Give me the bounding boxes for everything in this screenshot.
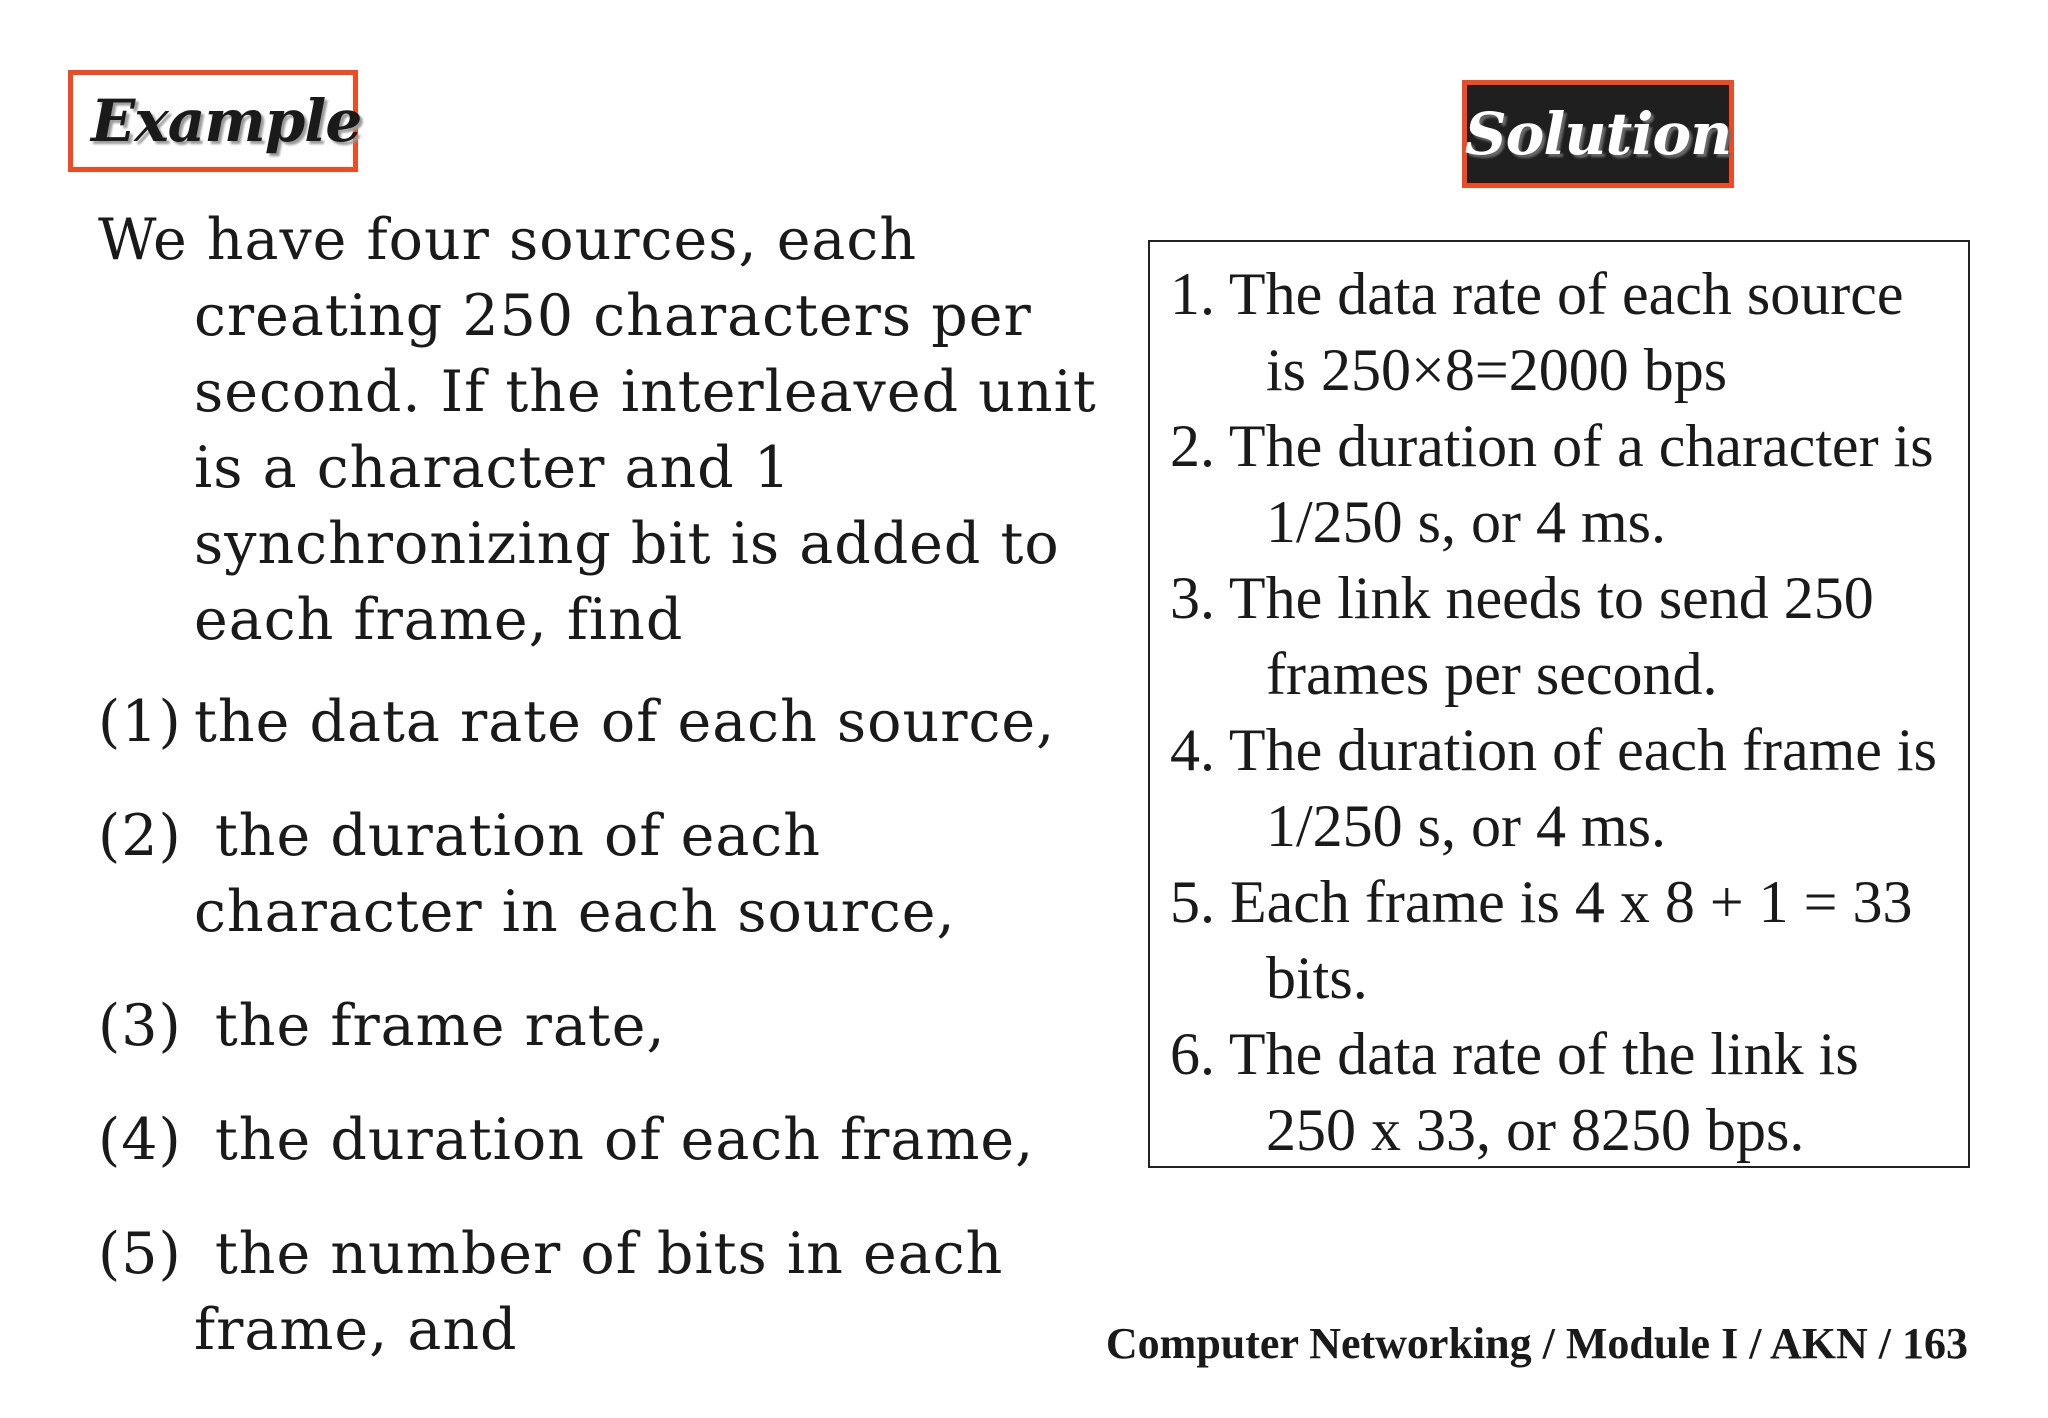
problem-item-number: (1) xyxy=(98,689,182,755)
solution-step-4: 4. The duration of each frame is 1/250 s, or 4 ms. xyxy=(1170,717,1937,859)
example-badge xyxy=(68,70,362,172)
problem-item-5 xyxy=(98,1216,1128,1368)
problem-item-4 xyxy=(98,1102,1128,1178)
problem-item-number: (4) xyxy=(98,1107,182,1173)
problem-item-text: the data rate of each source, xyxy=(194,689,1056,755)
problem-item-number: (5) xyxy=(98,1221,182,1287)
problem-item-3 xyxy=(98,988,1128,1064)
problem-item-text: the frame rate, xyxy=(214,993,666,1059)
solution-step-1: 1. The data rate of each source is 250×8=2000 bps xyxy=(1170,261,1904,403)
problem-item-1 xyxy=(98,684,1128,760)
problem-item-number: (3) xyxy=(98,993,182,1059)
problem-statement xyxy=(98,202,1128,1406)
solution-badge xyxy=(1462,80,1734,188)
problem-item-text: the number of bits in each frame, and xyxy=(194,1221,1004,1363)
solution-step-2: 2. The duration of a character is 1/250 s, or 4 ms. xyxy=(1170,413,1934,555)
solution-step-5: 5. Each frame is 4 x 8 + 1 = 33 bits. xyxy=(1170,869,1913,1011)
problem-item-number: (2) xyxy=(98,803,182,869)
solution-step-6: 6. The data rate of the link is 250 x 33, or 8250 bps. xyxy=(1170,1021,1859,1163)
problem-item-2 xyxy=(98,798,1128,950)
solution-box xyxy=(1148,240,1970,1168)
slide-footer: Computer Networking / Module I / AKN / 163 xyxy=(1105,1319,1968,1368)
solution-step-3: 3. The link needs to send 250 frames per second. xyxy=(1170,565,1874,707)
problem-intro: We have four sources, each creating 250 characters per second. If the interleaved unit is a character and 1 synchronizing bit is added to each frame, find xyxy=(98,207,1097,653)
example-label: Example xyxy=(91,87,362,155)
problem-item-text: the duration of each frame, xyxy=(214,1107,1035,1173)
solution-label: Solution xyxy=(1464,100,1732,168)
problem-item-text: the duration of each character in each source, xyxy=(194,803,956,945)
